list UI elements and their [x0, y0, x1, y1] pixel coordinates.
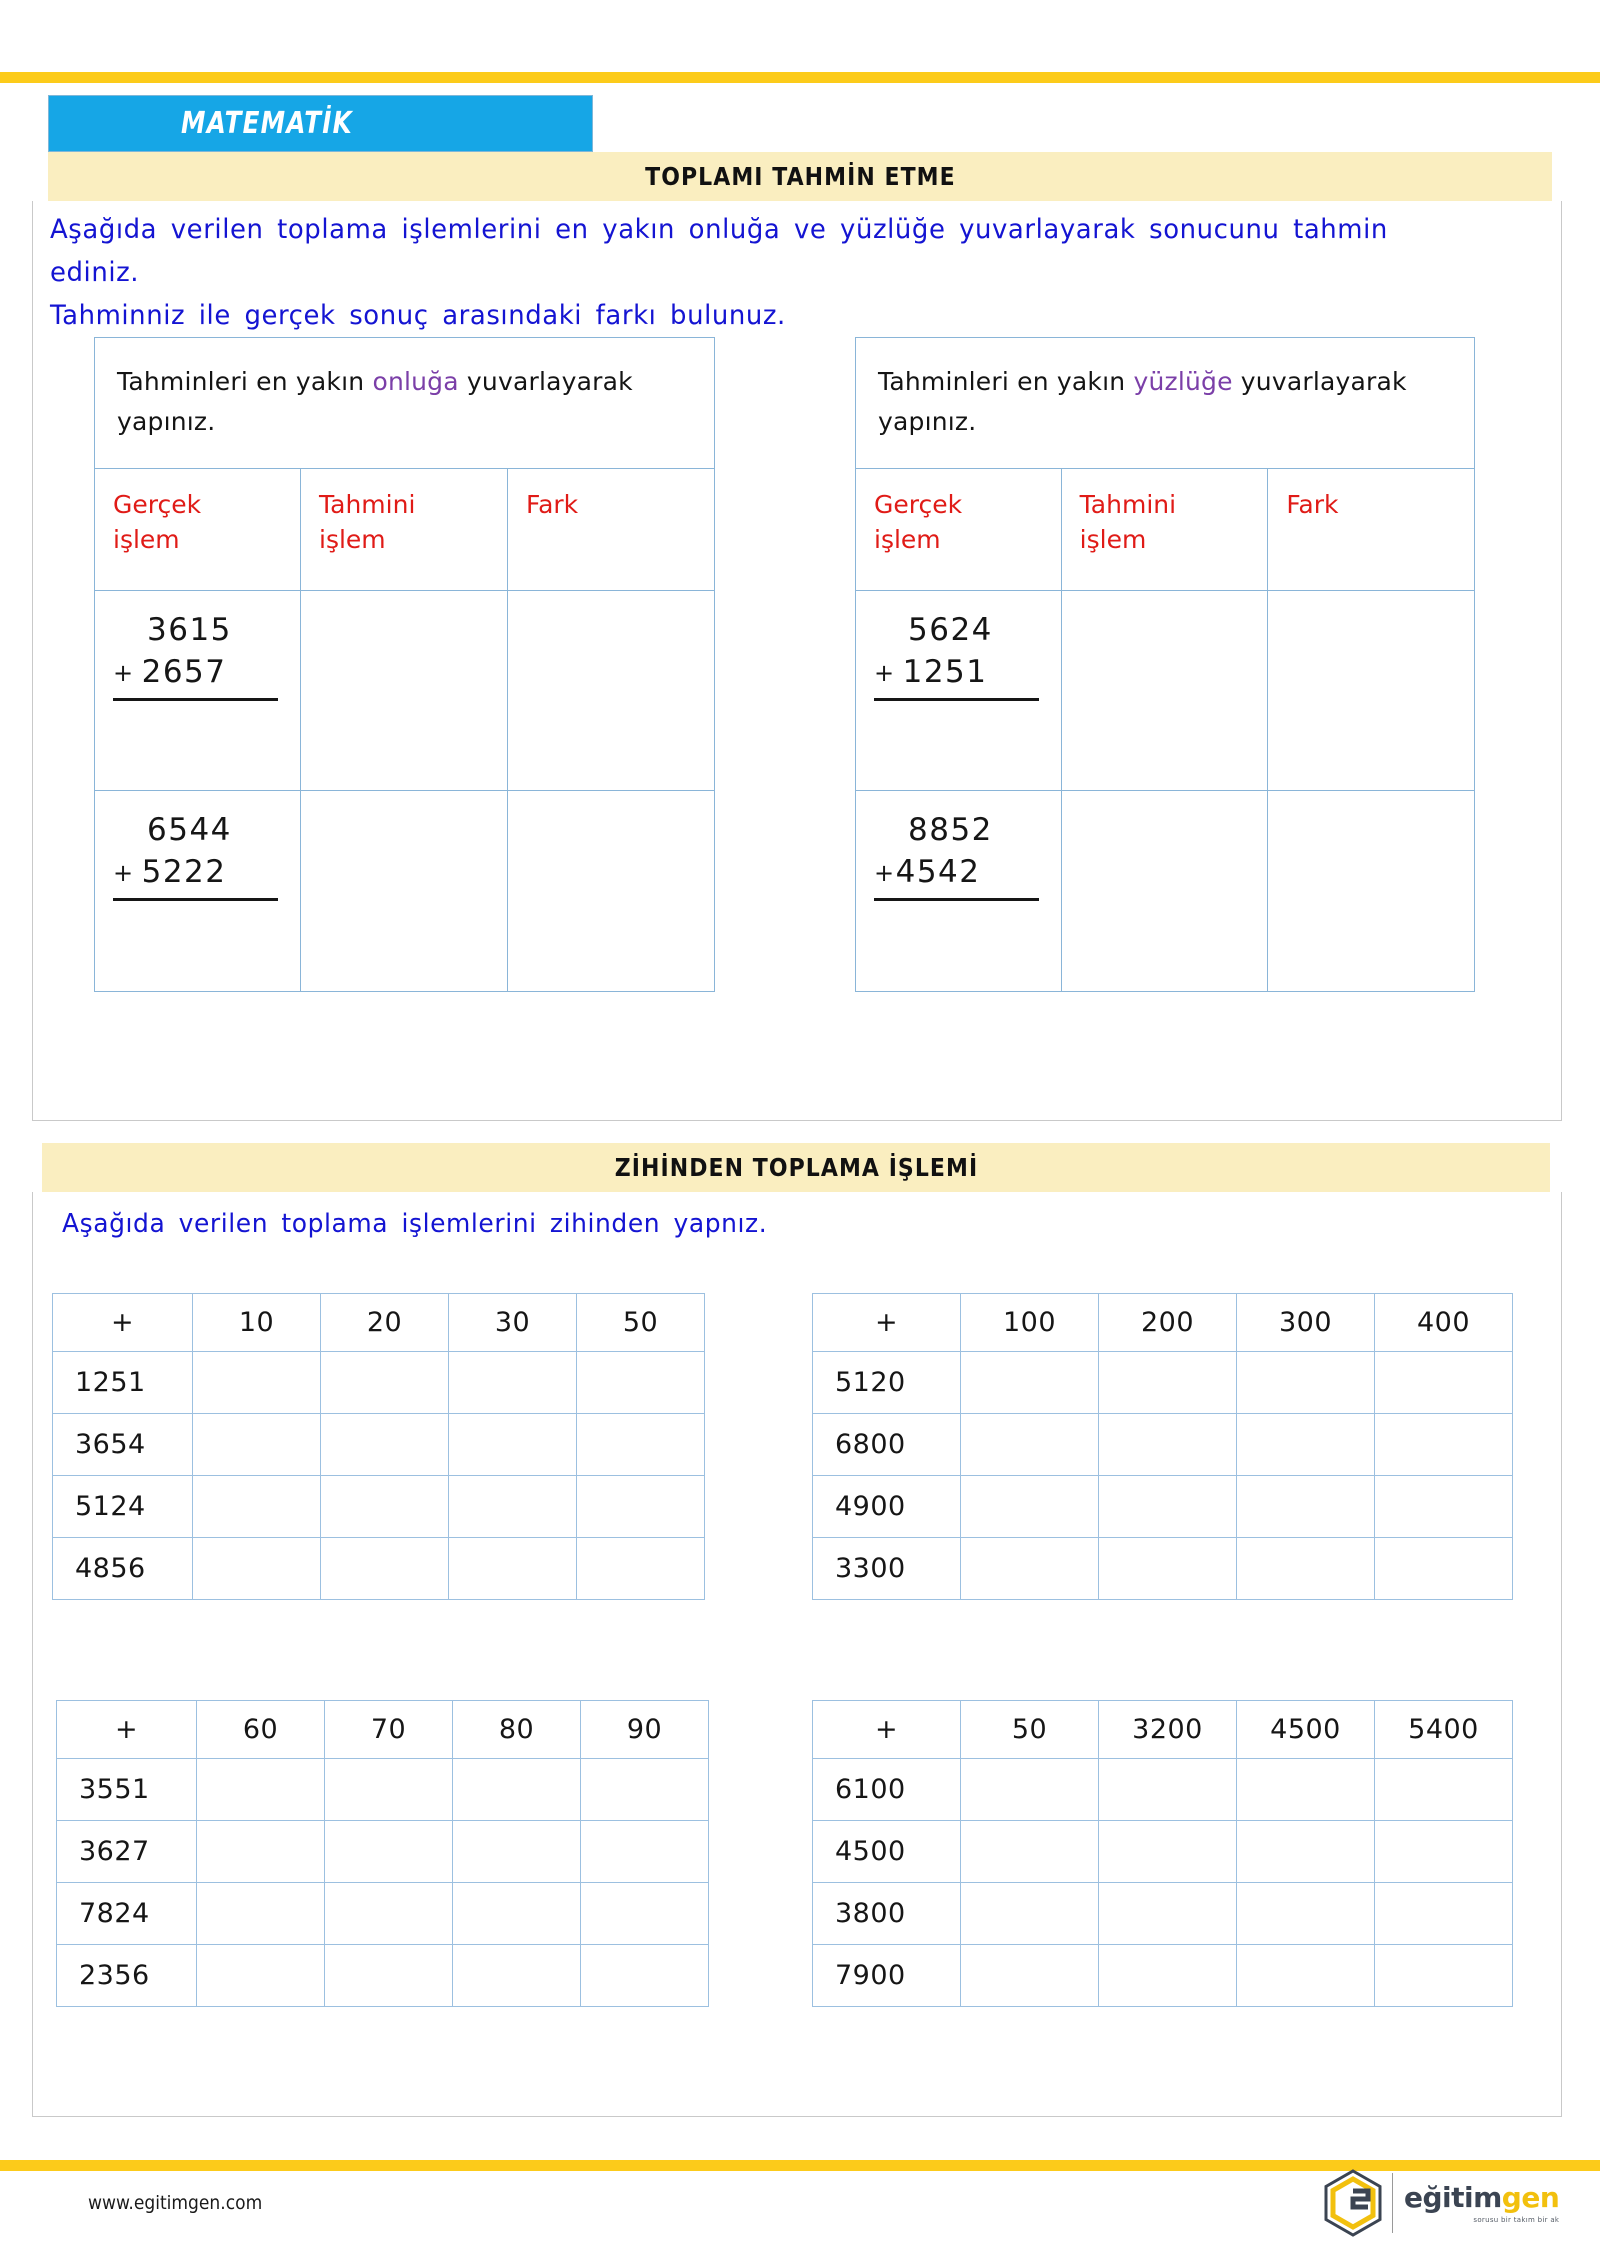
answer-cell[interactable]: [1375, 1538, 1513, 1600]
answer-cell[interactable]: [577, 1476, 705, 1538]
plus-sign: +: [113, 859, 135, 887]
table-row: [813, 1759, 1513, 1821]
answer-cell[interactable]: [961, 1352, 1099, 1414]
estimate-answer-cell[interactable]: [1062, 591, 1269, 790]
estimate-answer-cell[interactable]: [1062, 791, 1269, 991]
section-2-title: ZİHİNDEN TOPLAMA İŞLEMİ: [614, 1153, 978, 1182]
addend-bottom: 4542: [895, 854, 981, 890]
table-row: [856, 591, 1474, 791]
grid-row-value: 3627: [57, 1821, 197, 1883]
addend-top: 8852: [908, 812, 993, 848]
answer-cell[interactable]: [1237, 1759, 1375, 1821]
subject-label: MATEMATİK: [181, 106, 353, 141]
grid-operator: +: [813, 1294, 961, 1352]
caption-text-after: yuvarlayarak yapınız.: [878, 367, 1407, 436]
answer-cell[interactable]: [453, 1821, 581, 1883]
grid-addend-header: 90: [581, 1701, 709, 1759]
grid-row-value: 4500: [813, 1821, 961, 1883]
addend-bottom-line: [113, 851, 278, 901]
answer-cell[interactable]: [1099, 1759, 1237, 1821]
answer-cell[interactable]: [1375, 1945, 1513, 2007]
table-row: [813, 1476, 1513, 1538]
answer-cell[interactable]: [453, 1759, 581, 1821]
problem-cell: [856, 791, 1062, 991]
grid-header-row: [813, 1294, 1513, 1352]
answer-cell[interactable]: [1099, 1883, 1237, 1945]
grid-header-row: [57, 1701, 709, 1759]
answer-cell[interactable]: [1099, 1414, 1237, 1476]
mental-math-grid-tens: [52, 1293, 705, 1600]
instruction-line-1: Aşağıda verilen toplama işlemlerini en yakın onluğa ve yüzlüğe yuvarlayarak sonucunu tahmin ediniz.: [50, 214, 1388, 288]
logo-word: [1404, 2180, 1560, 2214]
grid-row-value: 3800: [813, 1883, 961, 1945]
answer-cell[interactable]: [961, 1821, 1099, 1883]
answer-cell[interactable]: [1375, 1352, 1513, 1414]
answer-cell[interactable]: [453, 1883, 581, 1945]
table-row: [856, 791, 1474, 991]
answer-cell[interactable]: [453, 1945, 581, 2007]
answer-cell[interactable]: [1375, 1414, 1513, 1476]
answer-cell[interactable]: [1375, 1883, 1513, 1945]
caption-highlight-tens: onluğa: [372, 367, 459, 396]
logo-divider: [1392, 2173, 1393, 2233]
caption-text-before: Tahminleri en yakın: [117, 367, 373, 396]
mental-math-grid-hundreds: [812, 1293, 1513, 1600]
column-header-difference: Fark: [1286, 490, 1339, 519]
answer-cell[interactable]: [1099, 1476, 1237, 1538]
plus-sign: +: [874, 859, 896, 887]
table-row: [53, 1476, 705, 1538]
grid-addend-header: 200: [1099, 1294, 1237, 1352]
caption-highlight-hundreds: yüzlüğe: [1133, 367, 1233, 396]
section-1-instructions: [50, 208, 1471, 337]
answer-cell[interactable]: [321, 1414, 449, 1476]
grid-row-value: 7900: [813, 1945, 961, 2007]
grid-operator: +: [813, 1701, 961, 1759]
vertical-addition: [874, 609, 1039, 701]
answer-cell[interactable]: [197, 1945, 325, 2007]
plus-sign: +: [113, 659, 135, 687]
table-row: [57, 1821, 709, 1883]
caption-text-before: Tahminleri en yakın: [878, 367, 1134, 396]
table-row: [813, 1414, 1513, 1476]
instruction-line-2: Tahminniz ile gerçek sonuç arasındaki farkı bulunuz.: [50, 300, 786, 331]
answer-cell[interactable]: [449, 1476, 577, 1538]
table-row: [53, 1414, 705, 1476]
column-header-actual: Gerçek işlem: [95, 469, 301, 590]
section-2-instructions: [62, 1203, 1406, 1246]
addend-bottom: 5222: [141, 854, 227, 890]
plus-sign: +: [874, 659, 896, 687]
table-row: [95, 591, 714, 791]
answer-cell[interactable]: [581, 1945, 709, 2007]
estimate-answer-cell[interactable]: [301, 791, 508, 991]
column-header-difference: Fark: [526, 490, 579, 519]
grid-addend-header: 50: [577, 1294, 705, 1352]
table-row: [57, 1759, 709, 1821]
grid-addend-header: 3200: [1099, 1701, 1237, 1759]
estimation-table-header-row: [856, 469, 1474, 591]
grid-row-value: 3551: [57, 1759, 197, 1821]
logo-word-accent: gen: [1501, 2180, 1560, 2214]
grid-addend-header: 5400: [1375, 1701, 1513, 1759]
table-row: [813, 1352, 1513, 1414]
grid-addend-header: 80: [453, 1701, 581, 1759]
instruction-line: Aşağıda verilen toplama işlemlerini zihinden yapnız.: [62, 1209, 768, 1239]
vertical-addition: [874, 809, 1039, 901]
grid-row-value: 6800: [813, 1414, 961, 1476]
grid-row-value: 5120: [813, 1352, 961, 1414]
addend-bottom-line: [113, 651, 278, 701]
table-row: [813, 1538, 1513, 1600]
estimation-table-header-row: [95, 469, 714, 591]
addend-top: 6544: [147, 812, 232, 848]
table-row: [53, 1352, 705, 1414]
subject-banner: [48, 95, 593, 152]
section-2-title-band: [42, 1143, 1550, 1192]
grid-row-value: 5124: [53, 1476, 193, 1538]
answer-cell[interactable]: [449, 1414, 577, 1476]
grid-operator: +: [53, 1294, 193, 1352]
answer-cell[interactable]: [325, 1945, 453, 2007]
answer-cell[interactable]: [193, 1476, 321, 1538]
grid-addend-header: 60: [197, 1701, 325, 1759]
answer-cell[interactable]: [449, 1538, 577, 1600]
top-rule: [0, 72, 1600, 83]
answer-cell[interactable]: [325, 1821, 453, 1883]
column-header-actual: Gerçek işlem: [856, 469, 1062, 590]
answer-cell[interactable]: [321, 1352, 449, 1414]
table-row: [813, 1883, 1513, 1945]
grid-row-value: 1251: [53, 1352, 193, 1414]
grid-header-row: [53, 1294, 705, 1352]
answer-cell[interactable]: [449, 1352, 577, 1414]
difference-answer-cell[interactable]: [1268, 791, 1474, 991]
answer-cell[interactable]: [961, 1759, 1099, 1821]
answer-cell[interactable]: [1237, 1476, 1375, 1538]
answer-cell[interactable]: [1237, 1352, 1375, 1414]
answer-cell[interactable]: [321, 1476, 449, 1538]
caption-text-after: yuvarlayarak yapınız.: [117, 367, 633, 436]
grid-row-value: 4900: [813, 1476, 961, 1538]
estimate-answer-cell[interactable]: [301, 591, 508, 790]
grid-addend-header: 4500: [1237, 1701, 1375, 1759]
table-row: [53, 1538, 705, 1600]
grid-addend-header: 400: [1375, 1294, 1513, 1352]
answer-cell[interactable]: [325, 1759, 453, 1821]
column-header-estimate: Tahmini işlem: [301, 469, 508, 590]
answer-cell[interactable]: [577, 1414, 705, 1476]
table-row: [57, 1945, 709, 2007]
answer-cell[interactable]: [1099, 1821, 1237, 1883]
answer-cell[interactable]: [1099, 1538, 1237, 1600]
addend-bottom: 2657: [141, 654, 227, 690]
grid-header-row: [813, 1701, 1513, 1759]
table-row: [813, 1945, 1513, 2007]
answer-cell[interactable]: [581, 1883, 709, 1945]
difference-answer-cell[interactable]: [1268, 591, 1474, 790]
logo-word-dark: eğitim: [1404, 2180, 1502, 2214]
table-row: [813, 1821, 1513, 1883]
addend-bottom-line: [874, 651, 1039, 701]
addend-bottom: 1251: [902, 654, 988, 690]
answer-cell[interactable]: [961, 1538, 1099, 1600]
grid-row-value: 7824: [57, 1883, 197, 1945]
answer-cell[interactable]: [193, 1414, 321, 1476]
grid-row-value: 4856: [53, 1538, 193, 1600]
mental-math-grid-mixed: [812, 1700, 1513, 2007]
answer-cell[interactable]: [1099, 1352, 1237, 1414]
answer-cell[interactable]: [577, 1352, 705, 1414]
estimation-table-hundreds: [855, 337, 1475, 992]
grid-addend-header: 300: [1237, 1294, 1375, 1352]
answer-cell[interactable]: [1237, 1414, 1375, 1476]
estimation-caption-hundreds: [856, 338, 1474, 469]
problem-cell: [95, 791, 301, 991]
estimation-table-tens: [94, 337, 715, 992]
addend-bottom-line: [874, 851, 1039, 901]
answer-cell[interactable]: [193, 1538, 321, 1600]
difference-answer-cell[interactable]: [508, 591, 714, 790]
answer-cell[interactable]: [1237, 1945, 1375, 2007]
grid-addend-header: 70: [325, 1701, 453, 1759]
footer-website-url[interactable]: www.egitimgen.com: [88, 2192, 263, 2214]
answer-cell[interactable]: [961, 1414, 1099, 1476]
answer-cell[interactable]: [193, 1352, 321, 1414]
vertical-addition: [113, 809, 278, 901]
answer-cell[interactable]: [1375, 1759, 1513, 1821]
answer-cell[interactable]: [197, 1759, 325, 1821]
section-1-title-band: [48, 152, 1552, 201]
answer-cell[interactable]: [581, 1821, 709, 1883]
answer-cell[interactable]: [1237, 1538, 1375, 1600]
section-1-title: TOPLAMI TAHMİN ETME: [644, 162, 956, 191]
answer-cell[interactable]: [197, 1883, 325, 1945]
grid-row-value: 3654: [53, 1414, 193, 1476]
hexagon-e-logo-icon: [1322, 2169, 1384, 2237]
addend-top: 5624: [908, 612, 993, 648]
grid-addend-header: 30: [449, 1294, 577, 1352]
estimation-caption-tens: [95, 338, 714, 469]
grid-addend-header: 10: [193, 1294, 321, 1352]
answer-cell[interactable]: [321, 1538, 449, 1600]
grid-row-value: 3300: [813, 1538, 961, 1600]
answer-cell[interactable]: [325, 1883, 453, 1945]
answer-cell[interactable]: [197, 1821, 325, 1883]
answer-cell[interactable]: [961, 1476, 1099, 1538]
problem-cell: [95, 591, 301, 790]
answer-cell[interactable]: [961, 1883, 1099, 1945]
difference-answer-cell[interactable]: [508, 791, 714, 991]
egitimgen-logo: [1322, 2166, 1560, 2240]
vertical-addition: [113, 609, 278, 701]
column-header-estimate: Tahmini işlem: [1062, 469, 1269, 590]
answer-cell[interactable]: [577, 1538, 705, 1600]
problem-cell: [856, 591, 1062, 790]
table-row: [95, 791, 714, 991]
mental-math-grid-tens-b: [56, 1700, 709, 2007]
grid-operator: +: [57, 1701, 197, 1759]
grid-row-value: 2356: [57, 1945, 197, 2007]
answer-cell[interactable]: [1375, 1476, 1513, 1538]
answer-cell[interactable]: [581, 1759, 709, 1821]
grid-addend-header: 50: [961, 1701, 1099, 1759]
addend-top: 3615: [147, 612, 232, 648]
answer-cell[interactable]: [1237, 1821, 1375, 1883]
answer-cell[interactable]: [1237, 1883, 1375, 1945]
grid-addend-header: 100: [961, 1294, 1099, 1352]
grid-addend-header: 20: [321, 1294, 449, 1352]
answer-cell[interactable]: [1375, 1821, 1513, 1883]
logo-wordmark: [1404, 2180, 1560, 2224]
logo-tagline: sorusu bir takım bir ak: [1473, 2215, 1560, 2224]
table-row: [57, 1883, 709, 1945]
answer-cell[interactable]: [1099, 1945, 1237, 2007]
answer-cell[interactable]: [961, 1945, 1099, 2007]
grid-row-value: 6100: [813, 1759, 961, 1821]
